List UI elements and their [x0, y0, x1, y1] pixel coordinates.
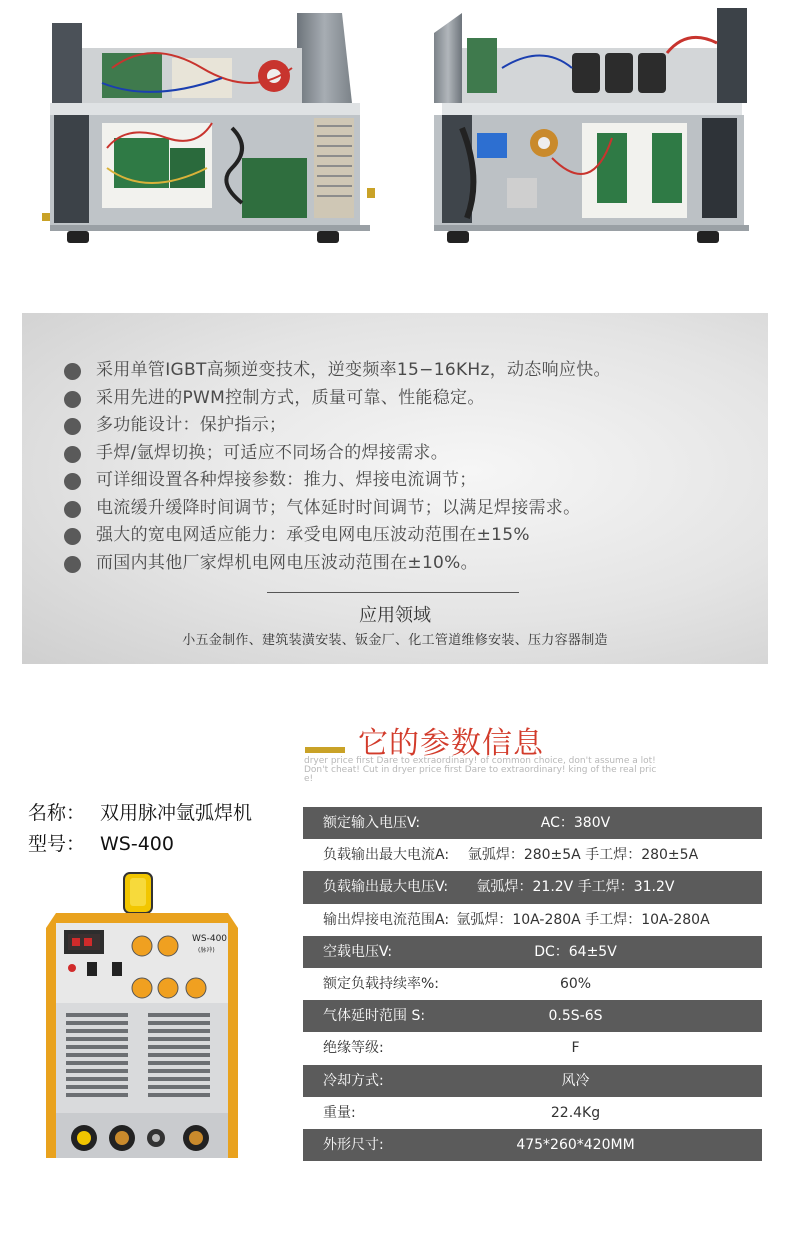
bullet-icon — [64, 446, 81, 463]
feature-text: 电流缓升缓降时间调节；气体延时时间调节；以满足焊接需求。 — [96, 497, 581, 518]
welder-interior-photo-right — [422, 8, 752, 248]
spec-key: 重量: — [323, 1104, 356, 1121]
spec-key: 绝缘等级: — [323, 1040, 384, 1057]
feature-item — [64, 357, 611, 385]
welder-front-photo — [42, 868, 242, 1168]
feature-text: 采用单管IGBT高频逆变技术，逆变频率15−16KHz，动态响应快。 — [96, 360, 611, 380]
feature-item — [64, 385, 611, 413]
spec-row — [303, 807, 762, 839]
spec-value: 氩弧焊：21.2V 手工焊：31.2V — [476, 879, 675, 896]
spec-table — [303, 807, 762, 1161]
feature-item — [64, 412, 611, 440]
bullet-icon — [64, 528, 81, 545]
spec-value: 风冷 — [561, 1072, 590, 1089]
product-name-label: 名称： — [28, 802, 86, 824]
spec-row — [303, 1000, 762, 1032]
title-accent-bar — [305, 747, 345, 753]
panel-model-sub: (脉冲) — [198, 947, 215, 954]
spec-row — [303, 968, 762, 1000]
spec-row — [303, 904, 762, 936]
spec-row — [303, 1032, 762, 1064]
spec-row — [303, 839, 762, 871]
spec-key: 外形尺寸: — [323, 1136, 384, 1153]
spec-key: 气体延时范围 S: — [323, 1008, 426, 1025]
spec-value: AC：380V — [540, 815, 611, 831]
spec-value: 475*260*420MM — [516, 1136, 635, 1153]
spec-key: 额定负载持续率%: — [323, 975, 440, 992]
params-subtitle: dryer price first Dare to extraordinary! of common choice, don't assume a lot! Don't cheat! Cut in dryer price first Dare to extraordinary! king of the real price! — [304, 756, 657, 784]
feature-item — [64, 495, 611, 523]
product-model-line — [28, 829, 174, 856]
spec-key: 空载电压V: — [323, 943, 393, 960]
feature-item — [64, 550, 611, 578]
feature-text: 可详细设置各种焊接参数：推力、焊接电流调节； — [96, 470, 477, 490]
spec-value: 氩弧焊：280±5A 手工焊：280±5A — [467, 847, 699, 864]
feature-item — [64, 467, 611, 495]
feature-text: 而国内其他厂家焊机电网电压波动范围在±10%。 — [96, 552, 478, 573]
feature-text: 手焊/氩焊切换；可适应不同场合的焊接需求。 — [96, 442, 449, 463]
bullet-icon — [64, 418, 81, 435]
params-title: 它的参数信息 — [358, 726, 544, 761]
feature-item — [64, 522, 611, 550]
spec-key: 输出焊接电流范围A: — [323, 911, 450, 928]
spec-row — [303, 1129, 762, 1161]
spec-row — [303, 871, 762, 903]
spec-key: 冷却方式: — [323, 1072, 384, 1089]
spec-value: 0.5S-6S — [548, 1008, 603, 1025]
feature-list — [64, 357, 611, 577]
spec-key: 负载输出最大电流A: — [323, 847, 450, 864]
spec-key: 额定输入电压V: — [323, 815, 421, 831]
spec-key: 负载输出最大电压V: — [323, 879, 449, 896]
spec-row — [303, 1065, 762, 1097]
application-text: 小五金制作、建筑装潢安装、钣金厂、化工管道维修安装、压力容器制造 — [182, 633, 608, 648]
spec-row — [303, 936, 762, 968]
feature-item — [64, 440, 611, 468]
product-model-label: 型号： — [28, 833, 86, 855]
feature-text: 多功能设计：保护指示； — [96, 415, 287, 435]
application-divider — [267, 592, 519, 593]
spec-value: 60% — [559, 975, 592, 992]
bullet-icon — [64, 473, 81, 490]
feature-text: 采用先进的PWM控制方式，质量可靠、性能稳定。 — [96, 387, 485, 408]
spec-value: 22.4Kg — [550, 1104, 601, 1121]
application-title: 应用领域 — [359, 605, 431, 626]
product-model: WS-400 — [100, 833, 174, 855]
product-name: 双用脉冲氩弧焊机 — [100, 802, 253, 824]
bullet-icon — [64, 556, 81, 573]
bullet-icon — [64, 391, 81, 408]
spec-value: DC：64±5V — [534, 943, 617, 960]
features-panel — [22, 313, 768, 664]
bullet-icon — [64, 363, 81, 380]
panel-model-text: WS-400 — [192, 934, 228, 944]
feature-text: 强大的宽电网适应能力：承受电网电压波动范围在±15% — [96, 525, 530, 545]
product-name-line — [28, 798, 252, 825]
spec-value: F — [571, 1040, 580, 1057]
bullet-icon — [64, 501, 81, 518]
spec-value: 氩弧焊：10A-280A 手工焊：10A-280A — [456, 911, 710, 928]
spec-row — [303, 1097, 762, 1129]
welder-interior-photo-left — [42, 8, 382, 248]
